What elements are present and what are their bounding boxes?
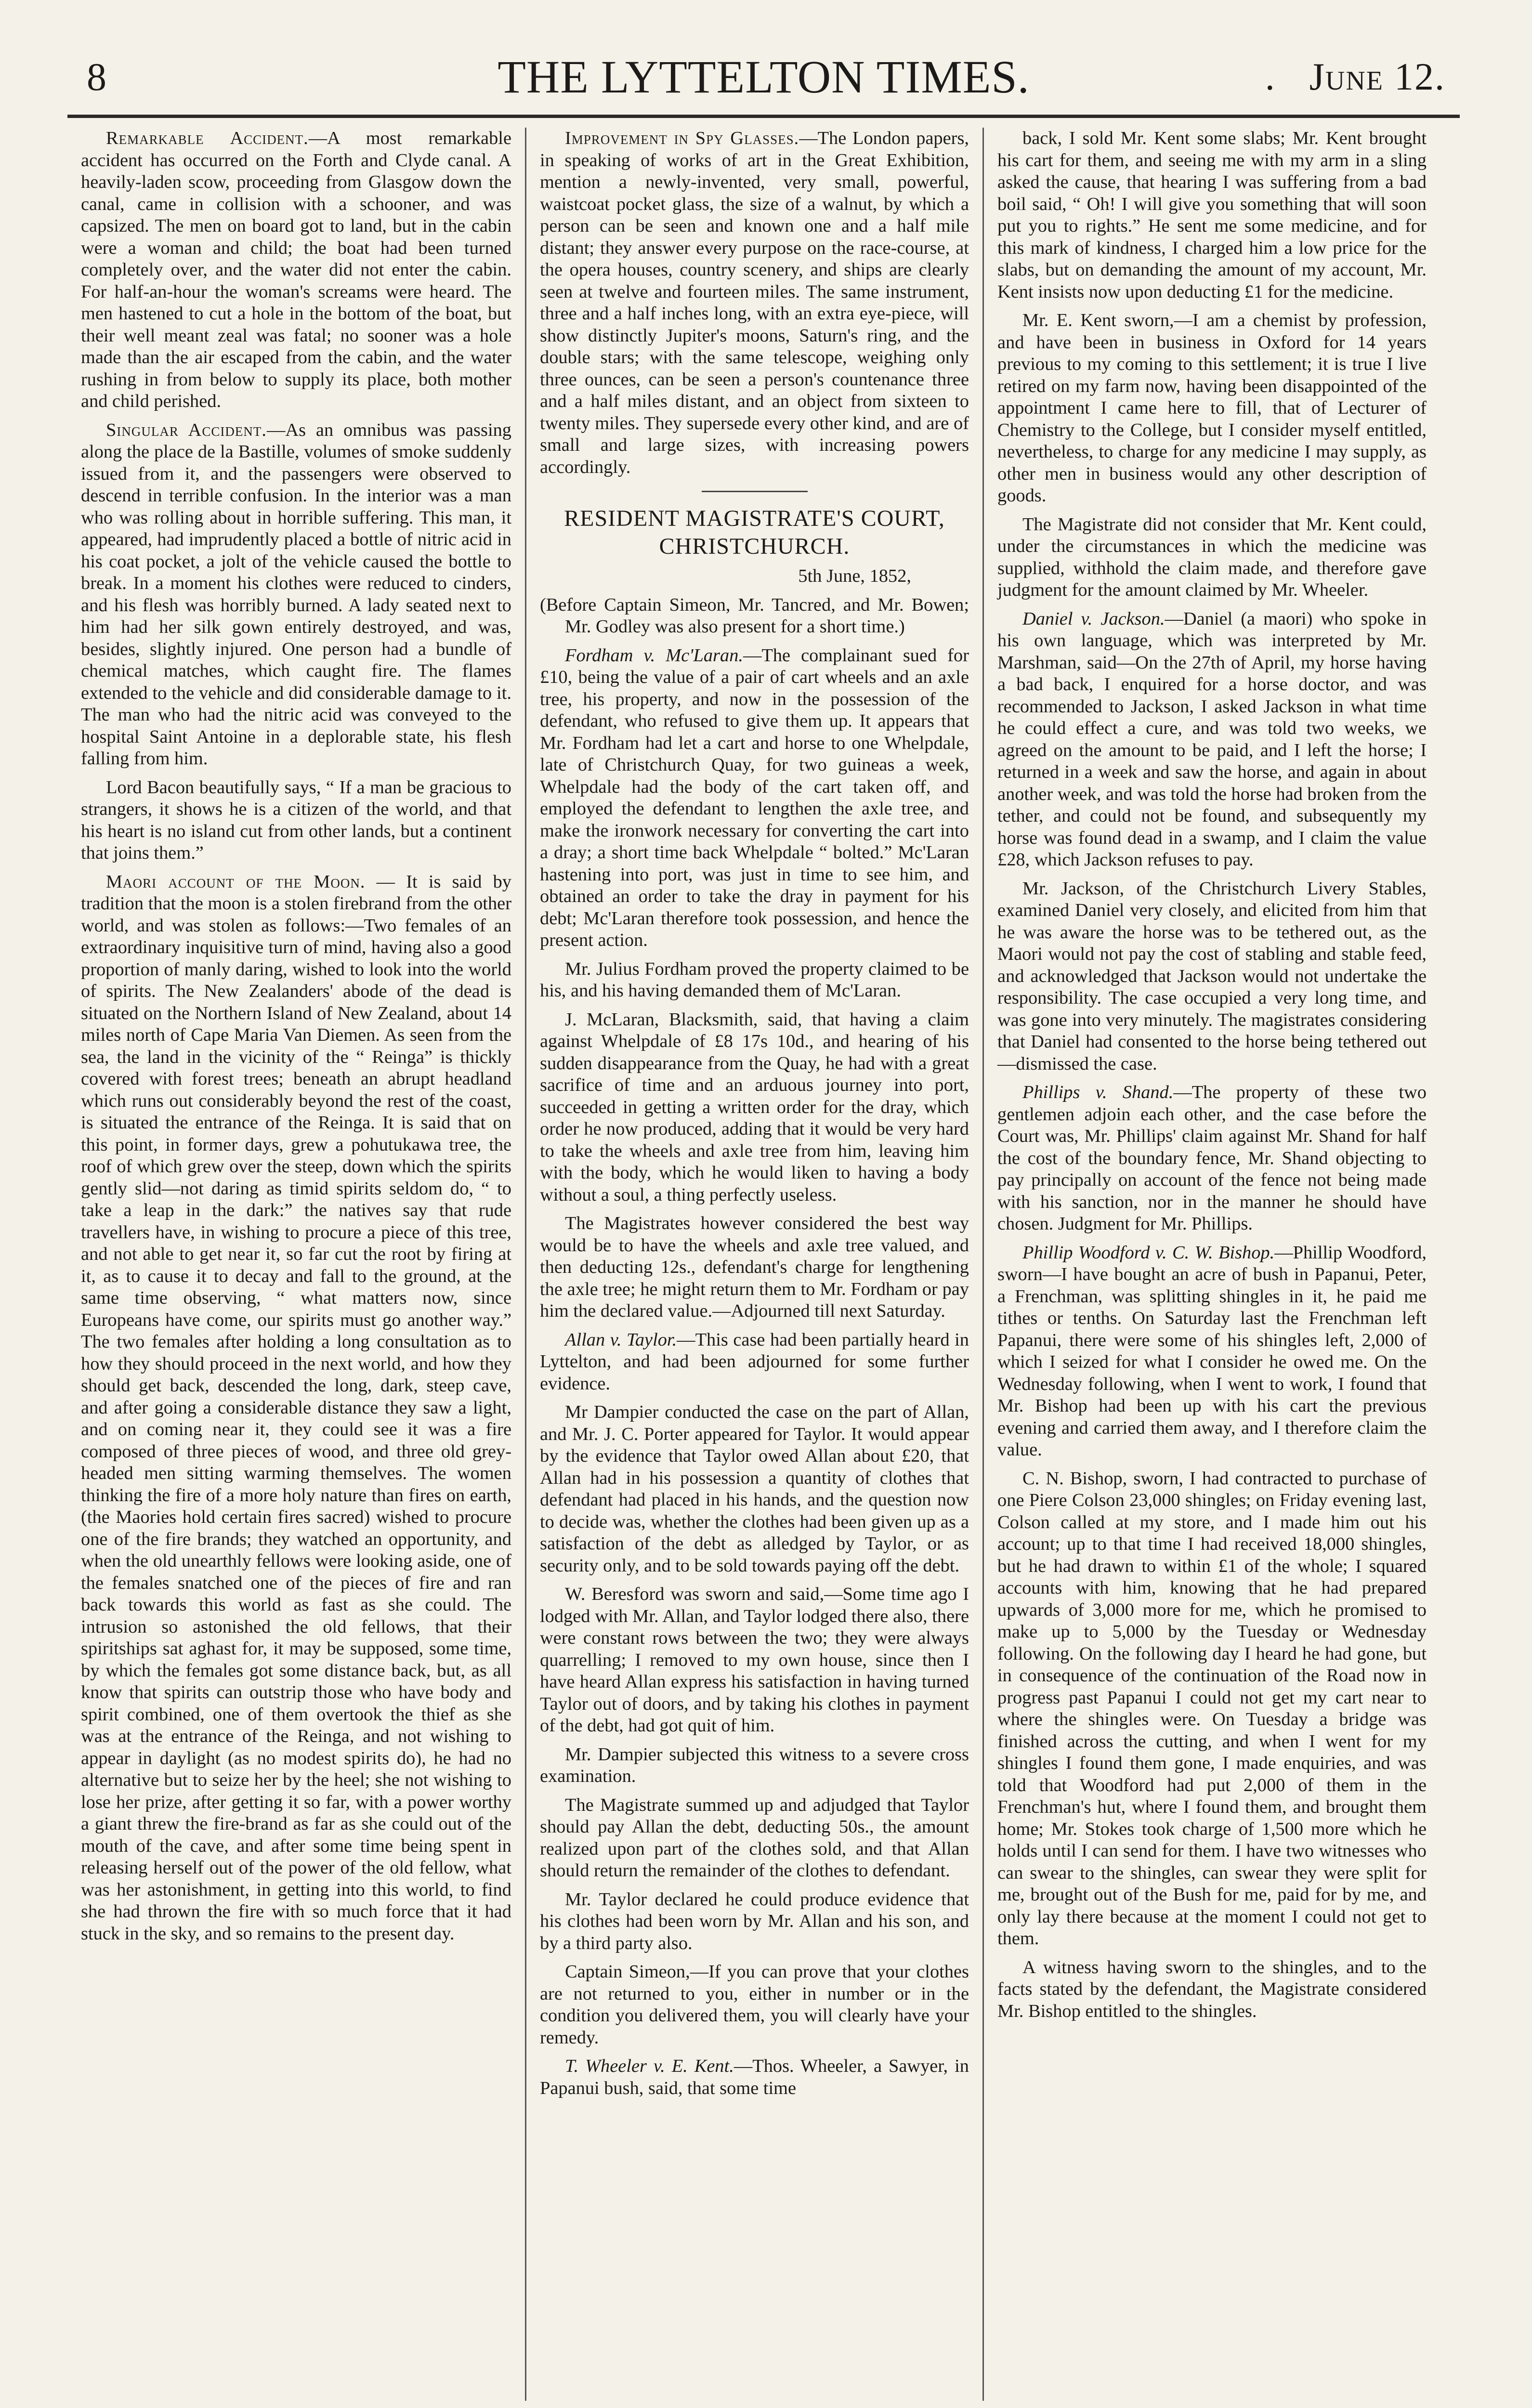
paragraph-text: Mr. Julius Fordham proved the property claimed to be his, and his having demanded them of Mc'Laran.	[540, 958, 969, 1001]
paragraph-text: —As an omnibus was passing along the place de la Bastille, volumes of smoke suddenly issued from it, and the passengers were observed to descend in terrible confusion. In the interior was a man who was rolling about in horrible suffering. This man, it appeared, had imprudently placed a bottle of nitric acid in his coat pocket, a jolt of the vehicle caused the bottle to break. In a moment his clothes were reduced to cinders, and his flesh was horribly burned. A lady seated next to him had her silk gown entirely destroyed, and was, besides, slightly injured. One person had a bundle of chemical matches, which caught fire. The flames extended to the vehicle and did considerable damage to it. The man who had the nitric acid was conveyed to the hospital Saint Antoine in a deplorable state, his flesh falling from him.	[81, 419, 511, 769]
article-lead: Singular Accident.	[106, 419, 267, 440]
court-heading-line-2: CHRISTCHURCH.	[659, 534, 850, 559]
paragraph	[540, 1213, 969, 1322]
paragraph-text: A witness having sworn to the shingles, and to the facts stated by the defendant, the Magistrate considered Mr. Bishop entitled to the shingles.	[997, 1957, 1427, 2021]
date-dot: .	[1265, 56, 1276, 98]
paragraph	[997, 1082, 1427, 1235]
paragraph	[997, 878, 1427, 1075]
paragraph	[997, 128, 1427, 303]
paragraph-text: —A most remarkable accident has occurred on the Forth and Clyde canal. A heavily-laden scow, proceeding from Glasgow down the canal, came in collision with a schooner, and was capsized. The men on board got to land, but in the cabin were a woman and child; the boat had been turned completely over, and the water did not enter the cabin. For half-an-hour the woman's screams were heard. The men hastened to cut a hole in the bottom of the boat, but their well meant zeal was fatal; no sooner was a hole made than the air escaped from the cabin, and the water rushing in from below to supply its place, both mother and child perished.	[81, 128, 511, 411]
court-cases	[540, 645, 969, 2100]
paragraph-text: The Magistrates however considered the best way would be to have the wheels and axle tree valued, and then deducting 12s., defendant's charge for lengthening the axle tree; he might return them to Mr. Fordham or pay him the declared value.—Adjourned till next Saturday.	[540, 1213, 969, 1321]
paragraph-text: —This case had been partially heard in Lyttelton, and had been adjourned for some further evidence.	[540, 1329, 969, 1394]
paragraph	[81, 777, 511, 864]
case-title: Phillips v. Shand.	[1022, 1082, 1174, 1102]
case-title: T. Wheeler v. E. Kent.	[565, 2056, 734, 2076]
paragraph-text: —The complainant sued for £10, being the value of a pair of cart wheels and an axle tree, his property, and now in the possession of the defendant, who refused to give them up. It appears that Mr. Fordham had let a cart and horse to one Whelpdale, late of Christchurch Quay, for two guineas a week, Whelpdale had the body of the cart taken off, and employed the defendant to lengthen the axle tree, and make the ironwork necessary for converting the cart into a dray; a short time back Whelpdale “ bolted.” Mc'Laran hastening into port, was just in time to see him, and obtained an order to take the dray in payment for his debt; Mc'Laran therefore took possession, and hence the present action.	[540, 645, 969, 950]
issue-date: June 12.	[1309, 56, 1445, 98]
article-lead: Maori account of the Moon.	[106, 871, 366, 892]
paragraph	[997, 1957, 1427, 2023]
paragraph-text: — It is said by tradition that the moon is a stolen firebrand from the other world, and was stolen as follows:—Two females of an extraordinary inquisitive turn of mind, having also a good proportion of manly daring, wished to look into the world of spirits. The New Zealanders' abode of the dead is situated on the Northern Island of New Zealand, about 14 miles north of Cape Maria Van Diemen. As seen from the sea, the land in the vicinity of the “ Reinga” is thickly covered with forest trees; beneath an abrupt headland which runs out considerably beyond the rest of the coast, is situated the entrance of the Reinga. It is said that on this point, in former days, grew a pohutukawa tree, the roof of which grew over the steep, down which the spirits gently slid—not daring as timid spirits seldom do, “ to take a leap in the dark:” the natives say that rude travellers have, in wishing to procure a piece of this tree, and not able to get near it, so far cut the root by firing at it, as to cause it to decay and fall to the ground, at the same time observing, “ what matters now, since Europeans have come, our spirits must go another way.” The two females after holding a long consultation as to how they should proceed in the next world, and how they should get back, descended the long, dark, steep cave, and after going a considerable distance they saw a light, and on coming near it, they could see it was a fire composed of three pieces of wood, and three old grey-headed men sitting warming themselves. The women thinking the fire of a more holy nature than fires on earth, (the Maories hold certain fires sacred) wished to procure one of the fire brands; they watched an opportunity, and when the old unearthly fellows were looking aside, one of the females snatched one of the pieces of fire and ran back towards this world as fast as she could. The intrusion so astonished the old fellows, that their spiritships sat aghast for, it may be supposed, some time, by which the females got some distance back, but, as all know that spirits can outstrip those who have body and spirit combined, one of them overtook the thief as she was at the entrance of the Reinga, and not wishing to appear in daylight (as no modest spirits do), he had no alternative but to seize her by the heel; she not wishing to lose her prize, after getting it so far, with a power worthy a giant threw the fire-brand as far as she could out of the mouth of the cave, and after some time being spent in releasing herself out of the power of the old fellow, what was her astonishment, in getting into this world, to find she had thrown the fire with so much force that it had stuck in the sky, and so remains to the present day.	[81, 871, 511, 1944]
court-heading-line-1: RESIDENT MAGISTRATE'S COURT,	[564, 506, 945, 531]
article-lead: Improvement in Spy Glasses.	[565, 128, 799, 148]
paragraph	[997, 514, 1427, 602]
case-title: Phillip Woodford v. C. W. Bishop.	[1022, 1242, 1275, 1263]
court-date: 5th June, 1852,	[798, 566, 911, 586]
masthead	[67, 43, 1460, 111]
paragraph	[540, 1794, 969, 1882]
paragraph-text: The Magistrate summed up and adjudged that Taylor should pay Allan the debt, deducting 50s., the amount realized upon part of the clothes sold, and that Allan should return the remainder of the clothes to defendant.	[540, 1794, 969, 1881]
paragraph	[997, 1242, 1427, 1461]
issue-date-block	[1265, 43, 1445, 111]
column-1	[67, 128, 525, 2401]
paragraph	[997, 1468, 1427, 1950]
paragraph-text: The Magistrate did not consider that Mr. Kent could, under the circumstances in which the medicine was supplied, withhold the claim made, and therefore gave judgment for the amount claimed by Mr. Wheeler.	[997, 514, 1427, 600]
page-number: 8	[87, 55, 106, 99]
section-divider	[702, 491, 808, 492]
paragraph-text: W. Beresford was sworn and said,—Some time ago I lodged with Mr. Allan, and Taylor lodged there also, there were constant rows between the two; they were always quarrelling; I removed to my own house, since then I have heard Allan express his satisfaction in having turned Taylor out of doors, and by taking his clothes in payment of the debt, had got quit of him.	[540, 1584, 969, 1736]
paragraph-text: Mr. Jackson, of the Christchurch Livery Stables, examined Daniel very closely, and elicited from him that he was aware the horse was to be tethered out, as the Maori would not pay the cost of stabling and stable feed, and acknowledged that Jackson would not undertake the responsibility. The case occupied a very long time, and was gone into very minutely. The magistrates considering that Daniel had consented to the horse being tethered out—dismissed the case.	[997, 878, 1427, 1074]
paragraph	[540, 958, 969, 1002]
columns	[67, 128, 1460, 2401]
case-title: Daniel v. Jackson.	[1022, 608, 1165, 629]
court-heading	[540, 505, 969, 561]
case-title: Fordham v. Mc'Laran.	[565, 645, 743, 666]
article-lead: Remarkable Accident.	[106, 128, 309, 148]
paragraph	[540, 1009, 969, 1206]
paragraph-text: Mr. Dampier subjected this witness to a severe cross examination.	[540, 1744, 969, 1786]
paragraph-text: —Phillip Woodford, sworn—I have bought an acre of bush in Papanui, Peter, a Frenchman, was splitting shingles in it, he paid me tithes or tenths. On Saturday last the Frenchman left Papanui, there were some of his shingles left, 2,000 of which I seized for what I consider he owed me. On the Wednesday following, when I went to work, I found that Mr. Bishop had been up with his cart the previous evening and carried them away, and I therefore claim the value.	[997, 1242, 1427, 1460]
newspaper-title: THE LYTTELTON TIMES.	[498, 51, 1030, 103]
paragraph	[540, 2055, 969, 2099]
paragraph	[997, 608, 1427, 871]
paragraph-text: Captain Simeon,—If you can prove that your clothes are not returned to you, either in number or in the condition you delivered them, you will clearly have your remedy.	[540, 1962, 969, 2048]
case-title: Allan v. Taylor.	[565, 1329, 677, 1350]
paragraph-text: —Daniel (a maori) who spoke in his own language, which was interpreted by Mr. Marshman, said—On the 27th of April, my horse having a bad back, I enquired for a horse doctor, and was recommended to Jackson, I asked Jackson in what time he could effect a cure, and was told two weeks, we agreed on the amount to be paid, and I left the horse; I returned in a week and saw the horse, and again in about another week, and was told the horse had broken from the tether, and could not be found, and subsequently my horse was found dead in a swamp, and I claim the value £28, which Jackson refuses to pay.	[997, 608, 1427, 870]
column-3	[982, 128, 1440, 2401]
court-bench: (Before Captain Simeon, Mr. Tancred, and Mr. Bowen; Mr. Godley was also present for a short time.)	[540, 594, 969, 637]
paragraph-text: Mr. Taylor declared he could produce evidence that his clothes had been worn by Mr. Allan and his son, and by a third party also.	[540, 1889, 969, 1953]
paragraph	[540, 1329, 969, 1395]
masthead-rule	[67, 115, 1460, 118]
article-spy-glasses	[540, 128, 969, 478]
paragraph	[540, 1401, 969, 1577]
paragraph	[540, 645, 969, 952]
paragraph-text: J. McLaran, Blacksmith, said, that having a claim against Whelpdale of £8 17s 10d., and hearing of his sudden disappearance from the Quay, he had with a great sacrifice of time and an arduous journey into port, succeeded in getting a written order for the dray, which order he now produced, adding that it would be very hard to take the wheels and axle tree from him, leaving him with the body, which he would liken to having a body without a soul, a thing perfectly useless.	[540, 1009, 969, 1205]
paragraph-text: —Thos. Wheeler, a Sawyer, in Papanui bush, said, that some time	[540, 2056, 969, 2098]
paragraph	[540, 1744, 969, 1788]
paragraph-text: Mr Dampier conducted the case on the part of Allan, and Mr. J. C. Porter appeared for Taylor. It would appear by the evidence that Taylor owed Allan about £20, that Allan had in his possession a quantity of clothes that defendant had placed in his hands, and the question now to decide was, whether the clothes had been given up as a satisfaction of the debt as alledged by Taylor, or as security only, and to be sold towards paying off the debt.	[540, 1402, 969, 1576]
paragraph	[81, 128, 511, 413]
paragraph	[81, 871, 511, 1945]
paragraph-text: Mr. E. Kent sworn,—I am a chemist by profession, and have been in business in Oxford for 14 years previous to my coming to this settlement; it is true I live retired on my farm now, having been disappointed of the appointment I came here to fill, that of Lecturer of Chemistry to the College, but I consider myself entitled, nevertheless, to charge for any medicine I may supply, as other men in business would any other description of goods.	[997, 310, 1427, 506]
article-text: —The London papers, in speaking of works of art in the Great Exhibition, mention a newly-invented, very small, powerful, waistcoat pocket glass, the size of a walnut, by which a person can be seen and known one and a half mile distant; they answer every purpose on the race-course, at the opera houses, country scenery, and ships are clearly seen at twelve and fourteen miles. The same instrument, three and a half inches long, with an extra eye-piece, will show distinctly Jupiter's moons, Saturn's ring, and the double stars; with the same telescope, weighing only three ounces, can be seen a person's countenance three and a half miles distant, and an object from sixteen to twenty miles. They supersede every other kind, and are of small and large sizes, with increasing powers accordingly.	[540, 128, 969, 477]
paragraph	[540, 1961, 969, 2049]
paragraph-text: Lord Bacon beautifully says, “ If a man be gracious to strangers, it shows he is a citizen of the world, and that his heart is no island cut from other lands, but a continent that joins them.”	[81, 777, 511, 863]
paragraph-text: back, I sold Mr. Kent some slabs; Mr. Kent brought his cart for them, and seeing me with my arm in a sling asked the cause, that hearing I was suffering from a bad boil said, “ Oh! I will give you something that will soon put you to rights.” He sent me some medicine, and for this mark of kindness, I charged him a low price for the slabs, but on demanding the amount of my account, Mr. Kent insists now upon deducting £1 for the medicine.	[997, 128, 1427, 302]
paragraph-text: —The property of these two gentlemen adjoin each other, and the case before the Court was, Mr. Phillips' claim against Mr. Shand for half the cost of the boundary fence, Mr. Shand objecting to pay principally on account of the fence not being made with his sanction, nor in the manner he should have chosen. Judgment for Mr. Phillips.	[997, 1082, 1427, 1234]
paragraph-text: C. N. Bishop, sworn, I had contracted to purchase of one Piere Colson 23,000 shingles; on Friday evening last, Colson called at my store, and I made him out his account; up to that time I had received 18,000 shingles, but he had drawn to within £1 of the whole; I squared accounts with him, knowing that he had prepared upwards of 3,000 more for me, which he promised to make up to 5,000 by the Tuesday or Wednesday following. On the following day I heard he had gone, but in consequence of the continuation of the Road now in progress past Papanui I could not get my cart near to where the shingles were. On Tuesday a bridge was finished across the cutting, and when I went for my shingles I found them gone, I made enquiries, and was told that Woodford had put 2,000 of them in the Frenchman's hut, where I found them, and brought them home; Mr. Stokes took charge of 1,500 more which he holds until I can send for them. I have two witnesses who can swear to the shingles, can swear they were split for me, brought out of the Bush for me, paid for by me, and only lay there because at the moment I could not get to them.	[997, 1468, 1427, 1949]
paragraph	[540, 1889, 969, 1955]
paragraph	[540, 1584, 969, 1737]
column-2	[525, 128, 982, 2401]
paragraph	[997, 310, 1427, 507]
paragraph	[81, 419, 511, 770]
